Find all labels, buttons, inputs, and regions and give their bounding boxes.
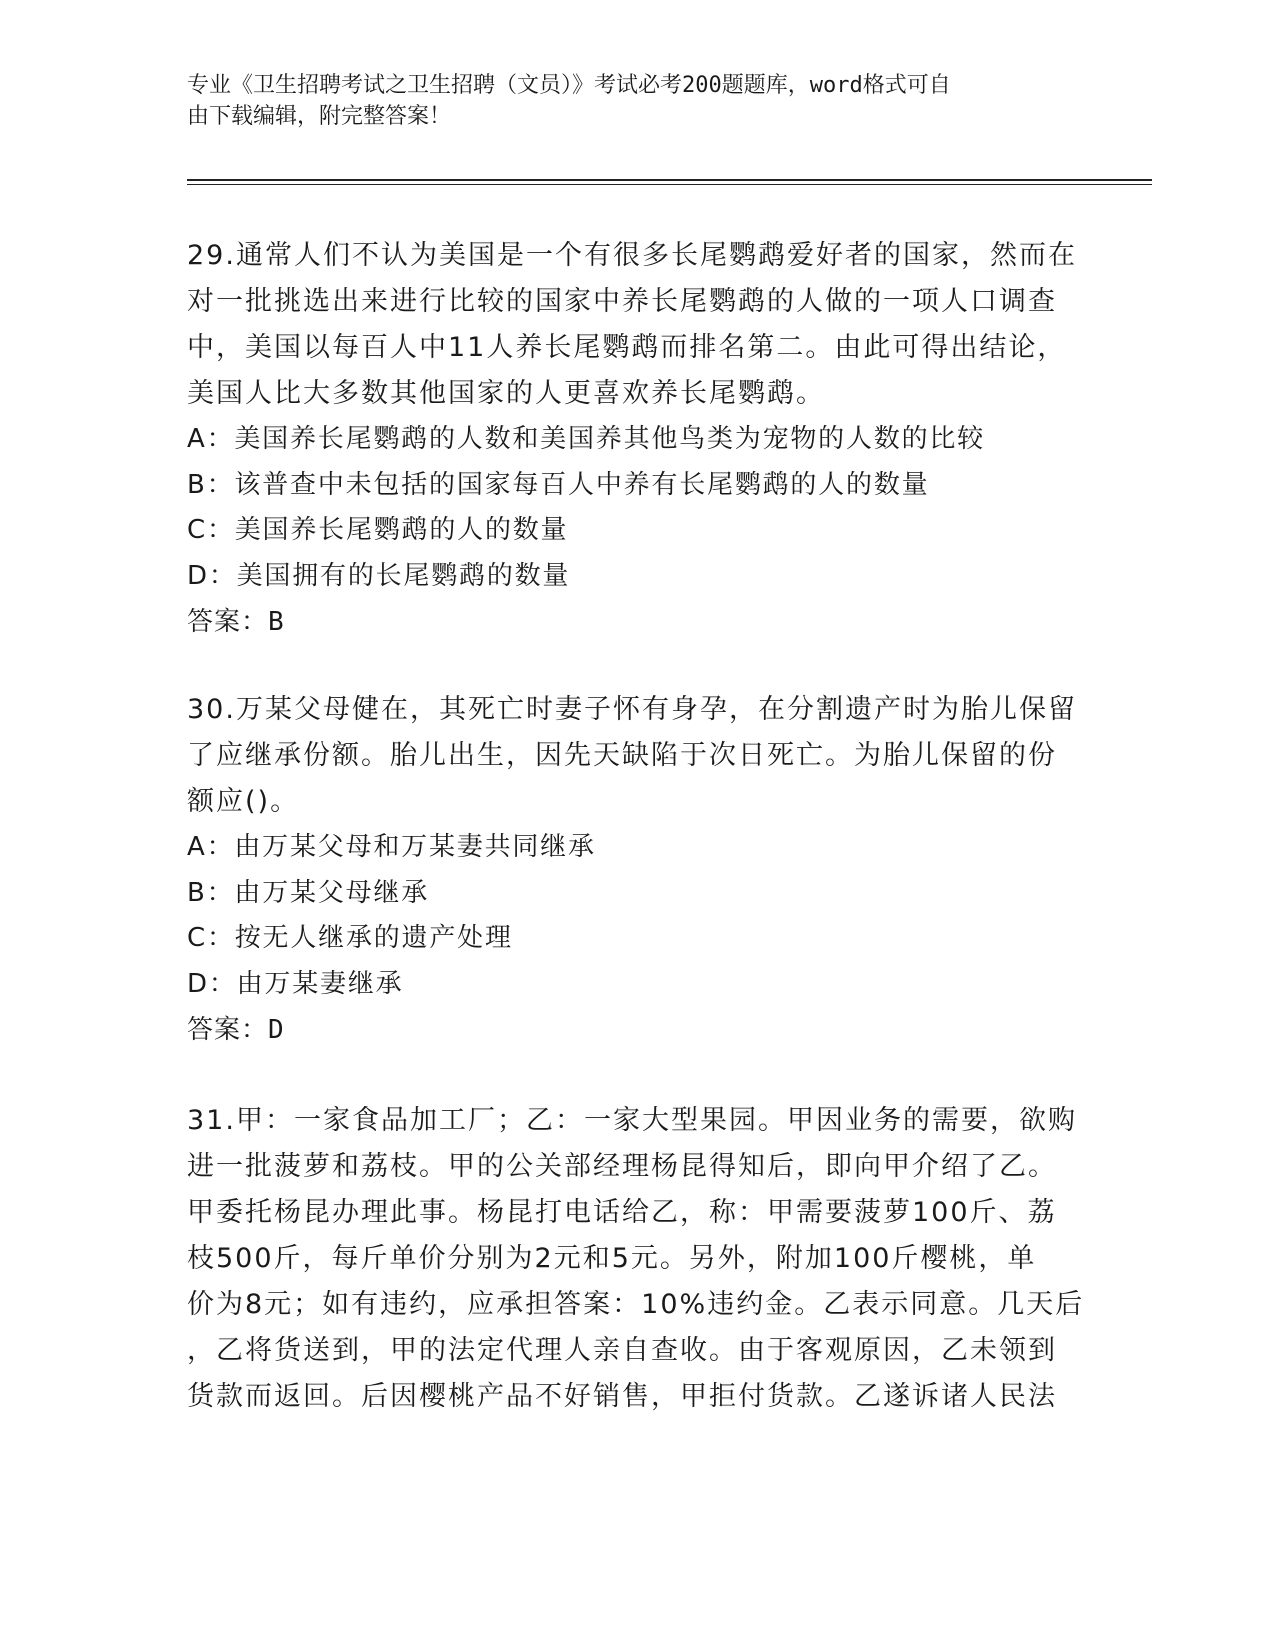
- question-stem-line: 货款而返回。后因樱桃产品不好销售，甲拒付货款。乙遂诉诸人民法: [187, 1381, 1057, 1412]
- question-stem-line: 额应()。: [187, 786, 300, 817]
- question-stem-line: 美国人比大多数其他国家的人更喜欢养长尾鹦鹉。: [187, 378, 825, 409]
- option-d: D：美国拥有的长尾鹦鹉的数量: [187, 560, 571, 591]
- option-c: C：美国养长尾鹦鹉的人的数量: [187, 515, 569, 545]
- question-stem-line: 进一批菠萝和荔枝。甲的公关部经理杨昆得知后，即向甲介绍了乙。: [187, 1151, 1057, 1182]
- question-stem-line: 甲委托杨昆办理此事。杨昆打电话给乙，称：甲需要菠萝100斤、荔: [187, 1197, 1057, 1228]
- header-divider-thick: [187, 179, 1152, 181]
- question-stem-line: 中，美国以每百人中11人养长尾鹦鹉而排名第二。由此可得出结论，: [187, 332, 1067, 363]
- question-stem-line: 价为8元；如有违约，应承担答案：10%违约金。乙表示同意。几天后: [187, 1289, 1085, 1320]
- question-stem-line: 了应继承份额。胎儿出生，因先天缺陷于次日死亡。为胎儿保留的份: [187, 740, 1057, 771]
- header-line-2: 由下载编辑，附完整答案！: [187, 104, 452, 129]
- header-line-1: 专业《卫生招聘考试之卫生招聘（文员）》考试必考200题题库，word格式可自: [187, 73, 951, 98]
- question-stem-line: 对一批挑选出来进行比较的国家中养长尾鹦鹉的人做的一项人口调查: [187, 286, 1057, 317]
- option-d: D：由万某妻继承: [187, 968, 404, 999]
- answer-value: D: [268, 1015, 285, 1045]
- question-stem-line: 枝500斤，每斤单价分别为2元和5元。另外，附加100斤樱桃，单: [187, 1243, 1037, 1274]
- option-a: A：由万某父母和万某妻共同继承: [187, 832, 596, 862]
- question-stem-line: 29.通常人们不认为美国是一个有很多长尾鹦鹉爱好者的国家，然而在: [187, 240, 1077, 271]
- answer-line: [187, 1007, 1087, 1053]
- header-divider-thin: [187, 184, 1152, 185]
- question-stem-line: 30.万某父母健在，其死亡时妻子怀有身孕，在分割遗产时为胎儿保留: [187, 694, 1077, 725]
- document-header: [187, 70, 1087, 132]
- answer-value: B: [268, 607, 285, 637]
- question-30: [187, 687, 1087, 1053]
- question-stem-line: ，乙将货送到，甲的法定代理人亲自查收。由于客观原因，乙未领到: [187, 1335, 1057, 1366]
- question-31: [187, 1098, 1087, 1420]
- answer-label: 答案：: [187, 607, 269, 637]
- question-29: [187, 233, 1087, 645]
- option-b: B：该普查中未包括的国家每百人中养有长尾鹦鹉的人的数量: [187, 469, 930, 500]
- answer-label: 答案：: [187, 1015, 269, 1045]
- option-c: C：按无人继承的遗产处理: [187, 923, 513, 953]
- option-b: B：由万某父母继承: [187, 877, 430, 908]
- question-stem-line: 31.甲：一家食品加工厂；乙：一家大型果园。甲因业务的需要，欲购: [187, 1105, 1077, 1136]
- answer-line: [187, 599, 1087, 645]
- option-a: A：美国养长尾鹦鹉的人数和美国养其他鸟类为宠物的人数的比较: [187, 424, 985, 454]
